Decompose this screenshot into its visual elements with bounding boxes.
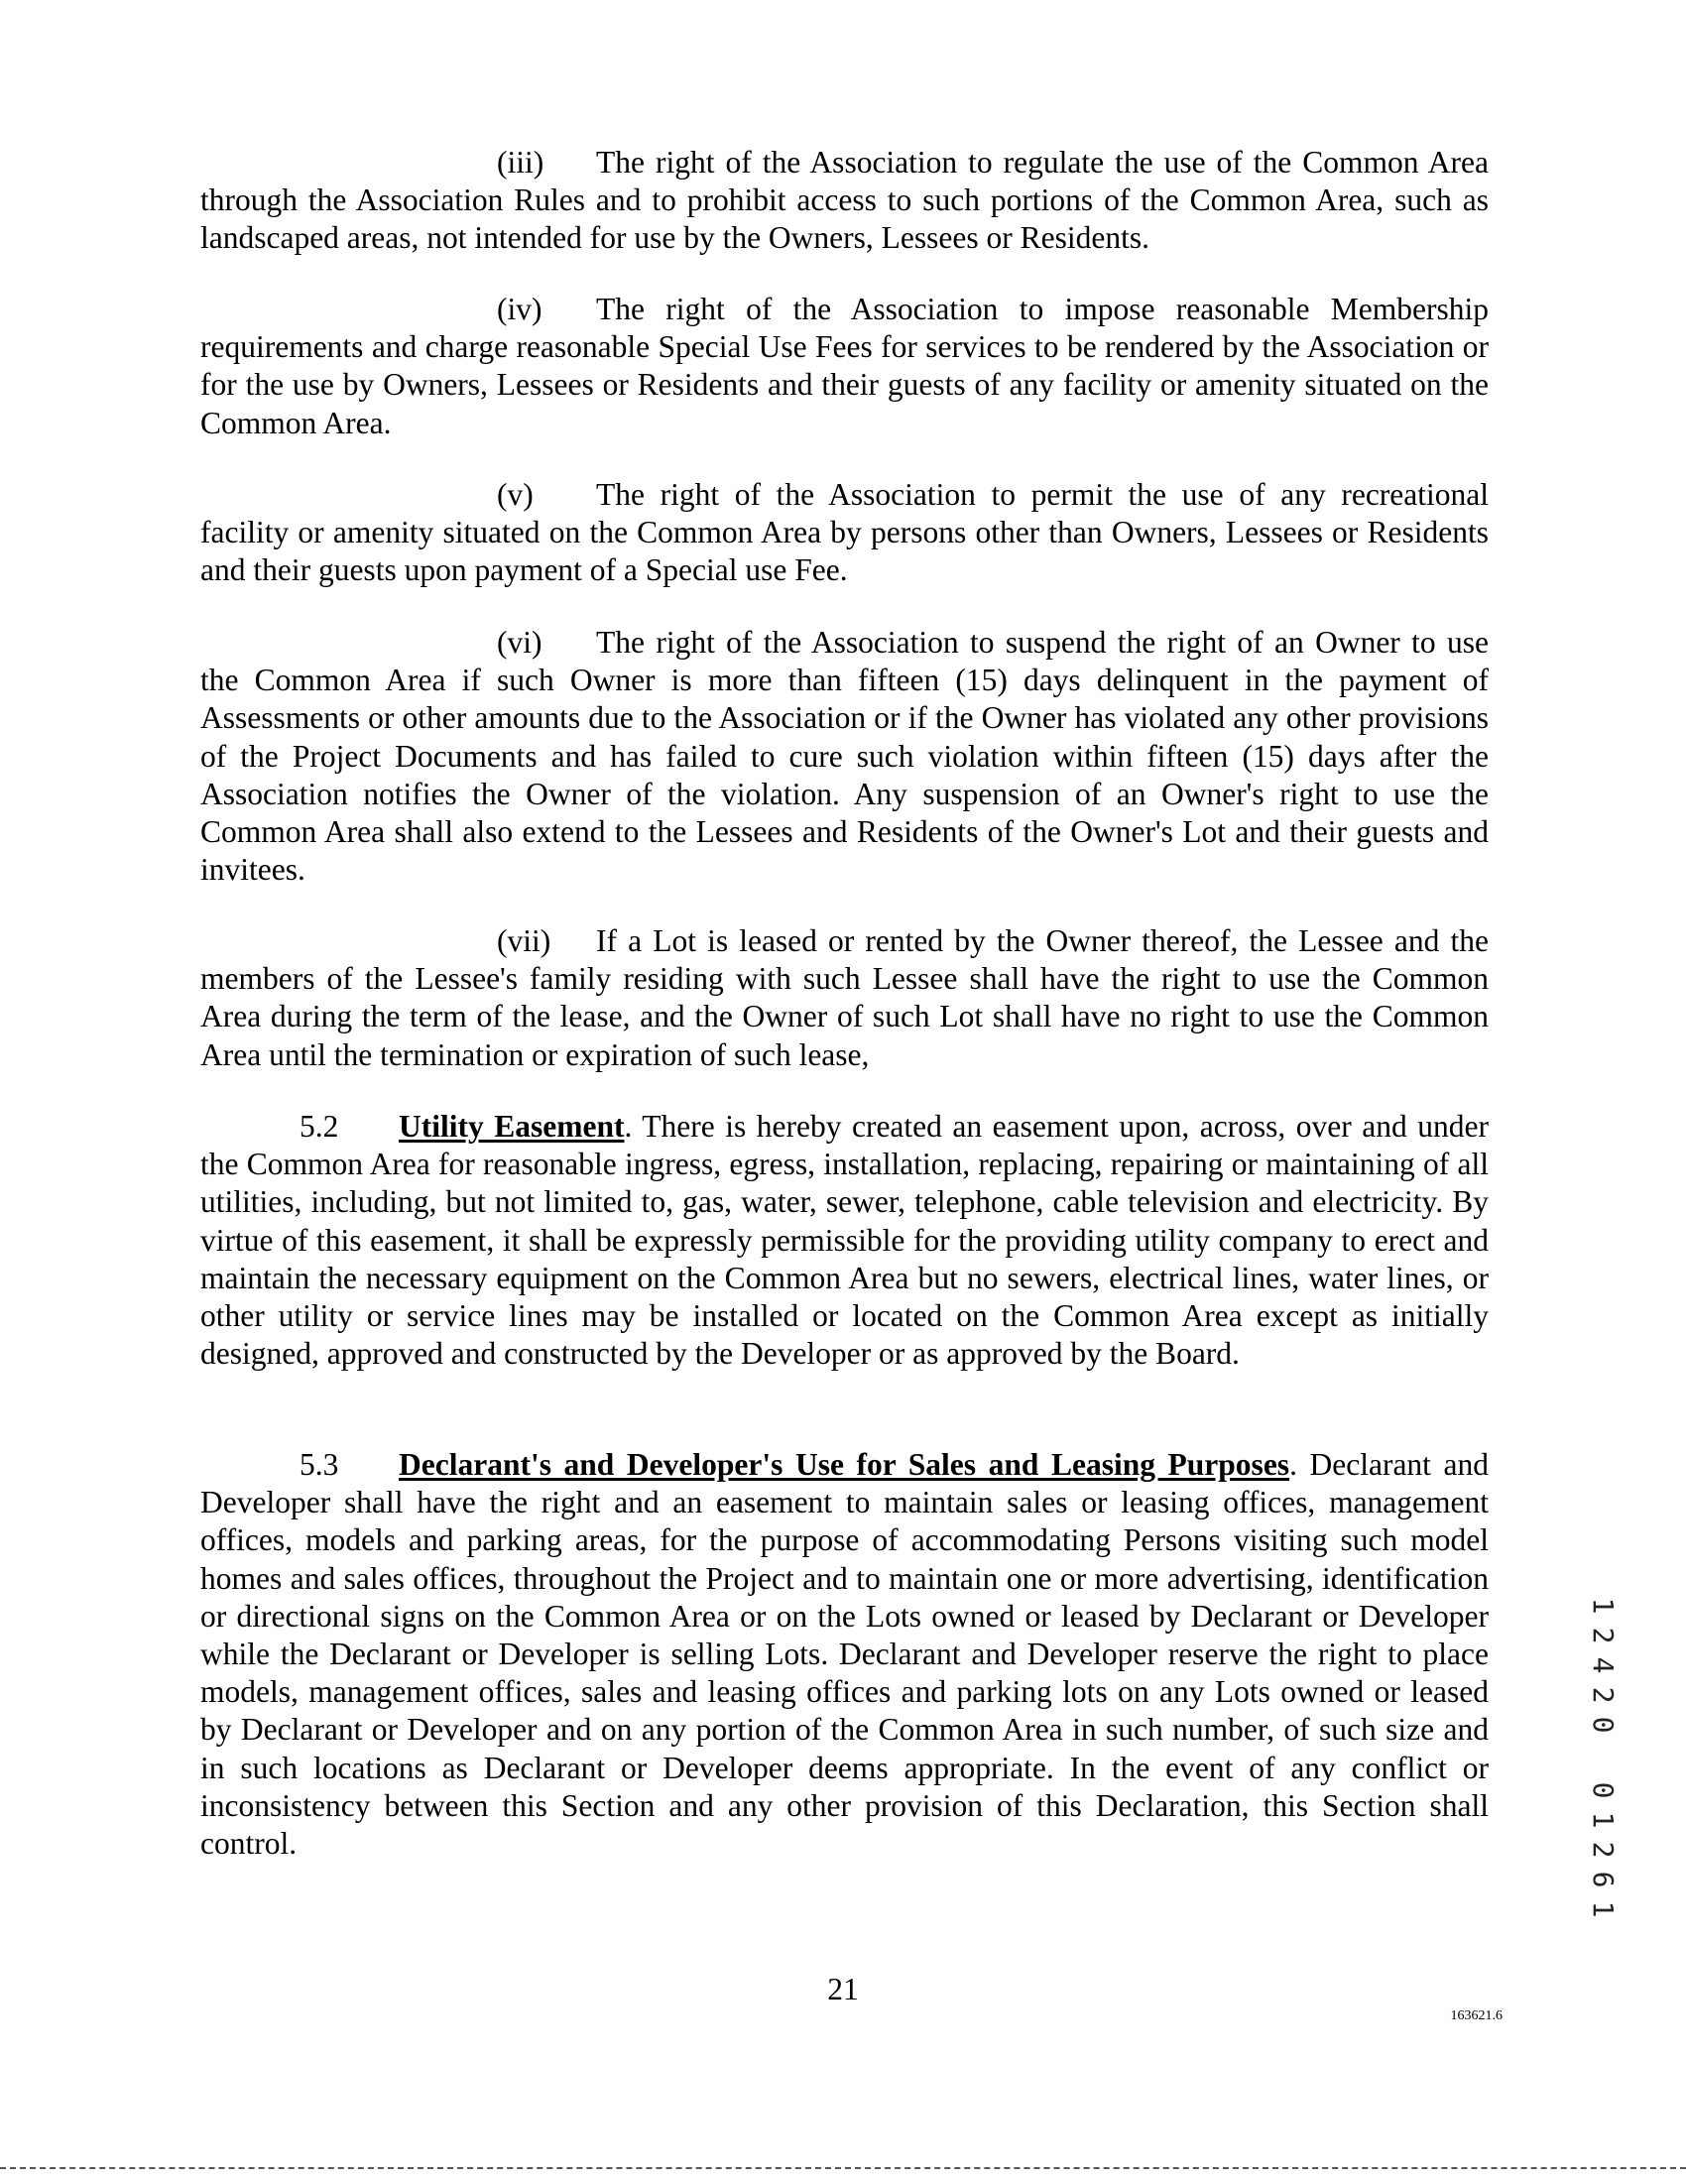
section-number: 5.2	[300, 1109, 339, 1144]
paragraph-text: The right of the Association to permit the use of any recreational facility or amenity situated on the Common Area by persons other than Owners, Lessees or Residents and their guests upon payment of a Special use Fee.	[200, 477, 1489, 588]
stamp-digit: 2	[1587, 1627, 1620, 1644]
document-number: 163621.6	[1450, 2008, 1503, 2023]
paragraph-text: The right of the Association to suspend the right of an Owner to use the Common Area if such Owner is more than fifteen (15) days delinquent in the payment of Assessments or other amounts due to the Association or if the Owner has violated any other provisions of the Project Documents and has failed to cure such violation within fifteen (15) days after the Association notifies the Owner of the violation. Any suspension of an Owner's right to use the Common Area shall also extend to the Lessees and Residents of the Owner's Lot and their guests and invitees.	[200, 625, 1489, 888]
section-heading: Utility Easement	[399, 1109, 625, 1144]
section-number: 5.3	[300, 1447, 339, 1482]
section-5-3	[200, 1446, 1489, 1863]
paragraph-label: (vi)	[497, 625, 542, 660]
paragraph-vii	[200, 922, 1489, 1074]
paragraph-vi	[200, 624, 1489, 889]
recording-stamp	[1588, 1591, 1618, 1924]
paragraph-text: If a Lot is leased or rented by the Owner thereof, the Lessee and the members of the Lessee's family residing with such Lessee shall have the right to use the Common Area during the term of the lease, and the Owner of such Lot shall have no right to use the Common Area until the termination or expiration of such lease,	[200, 923, 1489, 1072]
stamp-digit: 1	[1587, 1811, 1620, 1829]
section-text: . Declarant and Developer shall have the right and an easement to maintain sales or leasing offices, management offices, models and parking areas, for the purpose of accommodating Persons visiting such model homes and sales offices, throughout the Project and to maintain one or more advertising, identification or directional signs on the Common Area or on the Lots owned or leased by Declarant or Developer while the Declarant or Developer is selling Lots. Declarant and Developer reserve the right to place models, management offices, sales and leasing offices and parking lots on any Lots owned or leased by Declarant or Developer and on any portion of the Common Area in such number, of such size and in such locations as Declarant or Developer deems appropriate. In the event of any conflict or inconsistency between this Section and any other provision of this Declaration, this Section shall control.	[200, 1447, 1489, 1862]
stamp-digit: 2	[1587, 1841, 1620, 1859]
stamp-digit: 1	[1587, 1597, 1620, 1615]
section-heading: Declarant's and Developer's Use for Sales and Leasing Purposes	[399, 1447, 1290, 1482]
stamp-digit: 6	[1587, 1871, 1620, 1888]
paragraph-iv	[200, 291, 1489, 442]
paragraph-label: (iii)	[497, 145, 544, 180]
stamp-digit: 1	[1587, 1900, 1620, 1918]
paragraph-label: (v)	[497, 477, 534, 512]
page-number: 21	[827, 1972, 859, 2006]
paragraph-text: The right of the Association to impose reasonable Membership requirements and charge reasonable Special Use Fees for services to be rendered by the Association or for the use by Owners, Lessees or Residents and their guests of any facility or amenity situated on the Common Area.	[200, 292, 1489, 440]
section-5-2	[200, 1108, 1489, 1373]
stamp-digit: 0	[1587, 1716, 1620, 1734]
paragraph-label: (vii)	[497, 923, 551, 958]
paragraph-iii	[200, 144, 1489, 258]
paragraph-text: The right of the Association to regulate the use of the Common Area through the Association Rules and to prohibit access to such portions of the Common Area, such as landscaped areas, not intended for use by the Owners, Lessees or Residents.	[200, 145, 1489, 256]
paragraph-label: (iv)	[497, 292, 542, 326]
stamp-digit: 4	[1587, 1656, 1620, 1674]
bottom-scan-edge	[0, 2167, 1686, 2169]
stamp-digit: 0	[1587, 1781, 1620, 1799]
section-text: . There is hereby created an easement upon, across, over and under the Common Area for reasonable ingress, egress, installation, replacing, repairing or maintaining of all utilities, including, but not limited to, gas, water, sewer, telephone, cable television and electricity. By virtue of this easement, it shall be expressly permissible for the providing utility company to erect and maintain the necessary equipment on the Common Area but no sewers, electrical lines, water lines, or other utility or service lines may be installed or located on the Common Area except as initially designed, approved and constructed by the Developer or as approved by the Board.	[200, 1109, 1489, 1372]
paragraph-v	[200, 476, 1489, 590]
stamp-digit: 2	[1587, 1686, 1620, 1704]
